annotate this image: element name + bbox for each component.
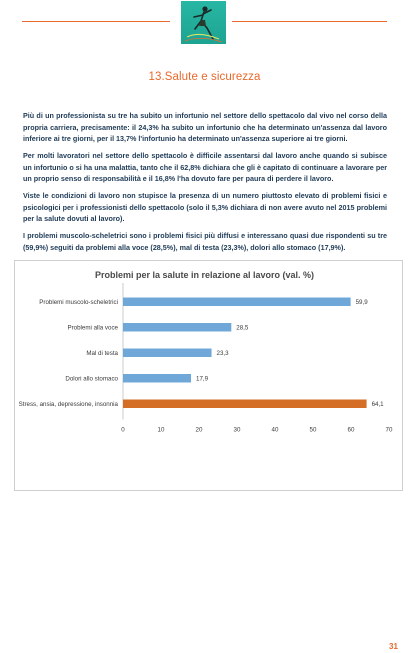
paragraph-physical-problems: I problemi muscolo-scheletrici sono i problemi fisici più diffusi e interessano quasi due rispondenti su tre (59,9%) seguiti da problemi alla voce (28,5%), mal di testa (23,3%), dolori allo stomaco (17,9%). <box>23 231 387 252</box>
page-number: 31 <box>389 642 398 651</box>
data-label: 64,1 <box>371 401 384 409</box>
x-tick-label: 20 <box>195 426 203 434</box>
chart-title: Problemi per la salute in relazione al lavoro (val. %) <box>94 270 315 280</box>
category-label: Problemi muscolo-scheletrici <box>39 299 118 307</box>
data-label: 17,9 <box>196 375 209 383</box>
bar <box>123 349 212 358</box>
category-label: Mal di testa <box>86 350 118 358</box>
bar <box>123 323 231 332</box>
x-tick-label: 10 <box>157 426 165 434</box>
x-tick-label: 50 <box>309 426 317 434</box>
data-label: 23,3 <box>216 350 229 358</box>
paragraph-conditions: Viste le condizioni di lavoro non stupisce la presenza di un numero piuttosto elevato di problemi fisici e psicologici per i professionisti dello spettacolo (solo il 5,3% dichiara di non avere avuto nel 2015 problemi per la salute dovuti al lavoro). <box>23 191 387 223</box>
bar <box>123 374 191 383</box>
x-tick-label: 60 <box>347 426 355 434</box>
category-label: Dolori allo stomaco <box>65 375 118 383</box>
paragraph-injuries: Più di un professionista su tre ha subito un infortunio nel settore dello spettacolo dal vivo nel corso della propria carriera, precisamente: il 24,3% ha subito un infortunio che ha determinato un'assenza dal lavoro inferiore ai tre giorni, per il 13,7% l'infortunio ha determinato un'assenza superiore ai tre giorni. <box>23 111 387 143</box>
paragraph-absence: Per molti lavoratori nel settore dello spettacolo è difficile assentarsi dal lavoro anche quando si subisce un infortunio o si ha una malattia, tanto che il 62,8% dichiara che gli è capitato di continuare a lavorare per un proprio senso di responsabilità e il 16,8% l'ha dovuto fare per paura di perdere il lavoro. <box>23 151 387 183</box>
category-label: Problemi alla voce <box>67 324 118 332</box>
x-tick-label: 70 <box>385 426 393 434</box>
data-label: 59,9 <box>355 299 368 307</box>
category-label: Stress, ansia, depressione, insonnia <box>18 401 118 409</box>
data-label: 28,5 <box>236 324 249 332</box>
section-title: 13.Salute e sicurezza <box>148 71 261 83</box>
x-tick-label: 40 <box>271 426 279 434</box>
bar <box>123 298 351 307</box>
x-tick-label: 0 <box>121 426 125 434</box>
x-tick-label: 30 <box>233 426 241 434</box>
bar <box>123 400 367 409</box>
